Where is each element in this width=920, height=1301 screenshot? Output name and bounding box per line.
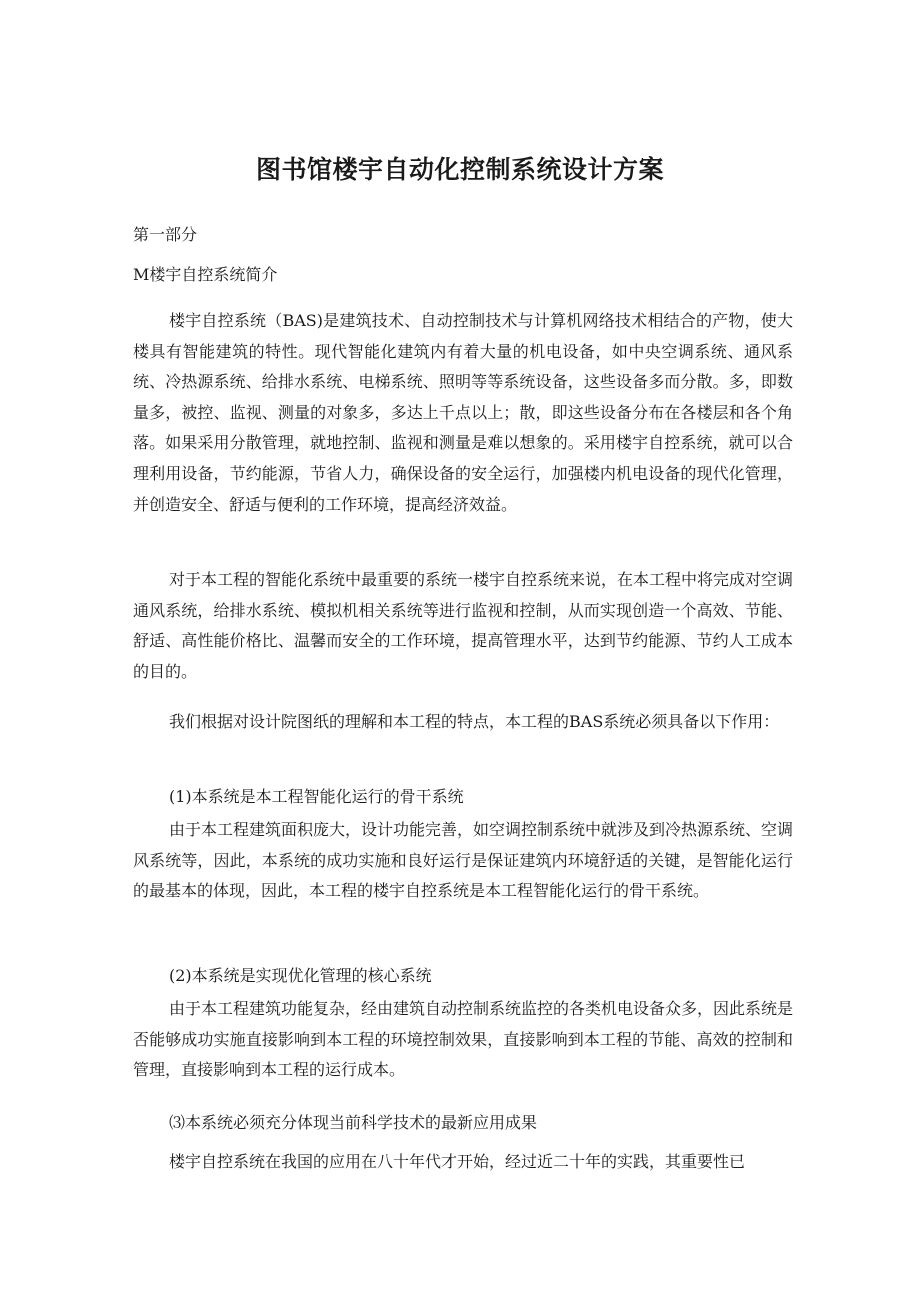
paragraph-item-2: 由于本工程建筑功能复杂，经由建筑自动控制系统监控的各类机电设备众多，因此系统是否能够成功实施直接影响到本工程的环境控制效果，直接影响到本工程的节能、高效的控制和管理，直接影响到本工程的运行成本。 xyxy=(133,999,794,1080)
item-heading-1: (1)本系统是本工程智能化运行的骨干系统 xyxy=(169,787,464,806)
paragraph-item-3: 楼宇自控系统在我国的应用在八十年代才开始，经过近二十年的实践，其重要性已 xyxy=(169,1152,746,1171)
part-label: 第一部分 xyxy=(133,225,198,244)
item-heading-3: ⑶本系统必须充分体现当前科学技术的最新应用成果 xyxy=(169,1113,538,1132)
item-heading-2: (2)本系统是实现优化管理的核心系统 xyxy=(169,966,432,985)
paragraph-requirements: 我们根据对设计院图纸的理解和本工程的特点，本工程的BAS系统必须具备以下作用： xyxy=(169,712,780,731)
paragraph-bas-intro: 楼宇自控系统（BAS)是建筑技术、自动控制技术与计算机网络技术相结合的产物，使大楼具有智能建筑的特性。现代智能化建筑内有着大量的机电设备，如中央空调系统、通风系统、冷热源系统、给排水系统、电梯系统、照明等等系统设备，这些设备多而分散。多，即数量多，被控、监视、测量的对象多，多达上千点以上；散，即这些设备分布在各楼层和各个角落。如果采用分散管理，就地控制、监视和测量是难以想象的。采用楼宇自控系统，就可以合理利用设备，节约能源，节省人力，确保设备的安全运行，加强楼内机电设备的现代化管理，并创造安全、舒适与便利的工作环境，提高经济效益。 xyxy=(133,311,793,514)
section-heading: M楼宇自控系统简介 xyxy=(133,265,278,284)
document-title: 图书馆楼宇自动化控制系统设计方案 xyxy=(255,155,664,184)
paragraph-item-1: 由于本工程建筑面积庞大，设计功能完善，如空调控制系统中就涉及到冷热源系统、空调风系统等，因此，本系统的成功实施和良好运行是保证建筑内环境舒适的关键，是智能化运行的最基本的体现，因此，本工程的楼宇自控系统是本工程智能化运行的骨干系统。 xyxy=(133,820,794,901)
paragraph-project-scope: 对于本工程的智能化系统中最重要的系统一楼宇自控系统来说，在本工程中将完成对空调通风系统，给排水系统、模拟机相关系统等进行监视和控制，从而实现创造一个高效、节能、舒适、高性能价格比、温馨而安全的工作环境，提高管理水平，达到节约能源、节约人工成本的目的。 xyxy=(133,570,794,681)
